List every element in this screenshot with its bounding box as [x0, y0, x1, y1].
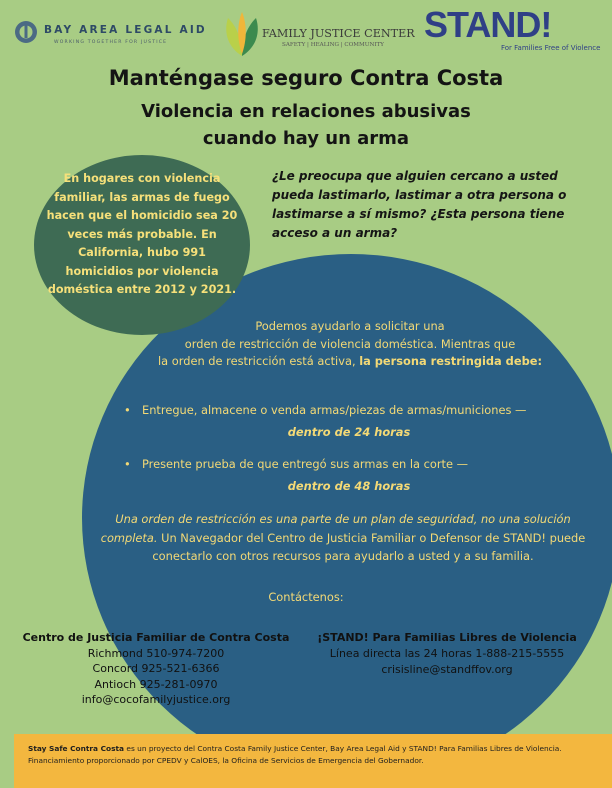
- concern-question: ¿Le preocupa que alguien cercano a usted pueda lastimarlo, lastimar a otra persona o lastimarse a sí mismo? ¿Esta persona tiene acceso a un arma?: [272, 169, 567, 240]
- fjc-contact-heading: Centro de Justicia Familiar de Contra Costa: [22, 631, 290, 644]
- page-title: Manténgase seguro Contra Costa: [108, 66, 504, 90]
- requirement-deadline: dentro de 48 horas: [287, 478, 411, 493]
- stand-contact-heading: ¡STAND! Para Familias Libres de Violencia: [317, 631, 577, 644]
- fjc-email-link[interactable]: info@cocofamilyjustice.org: [81, 693, 231, 706]
- footer-description: es un proyecto del Contra Costa Family Justice Center, Bay Area Legal Aid y STAND! Para Familias Libres de Violencia. Financiamiento proporcionado por CPEDV y CalOES, la Oficina de Servicios de Emergencia del Gobernador.: [28, 744, 562, 765]
- stand-logo: [424, 4, 606, 60]
- footer-credits: [28, 743, 598, 766]
- requirement-bullet: [124, 402, 574, 441]
- family-justice-center-logo: [222, 10, 418, 58]
- phone-antioch[interactable]: Antioch 925-281-0970: [94, 677, 218, 691]
- intro-line-1: Podemos ayudarlo a solicitar una: [255, 319, 445, 333]
- homicide-statistic: En hogares con violencia familiar, las armas de fuego hacen que el homicidio sea 20 veces más probable. En California, hubo 991 homicidios por violencia doméstica entre 2012 y 2021.: [46, 172, 238, 296]
- intro-line-2: orden de restricción de violencia doméstica. Mientras que: [184, 336, 516, 351]
- fjc-contact-block: [14, 630, 298, 708]
- requirement-text: Entregue, almacene o venda armas/piezas de armas/municiones —: [142, 403, 527, 417]
- contact-heading: Contáctenos:: [268, 590, 344, 604]
- fjc-tagline: SAFETY | HEALING | COMMUNITY: [282, 42, 384, 48]
- bala-tagline: WORKING TOGETHER FOR JUSTICE: [54, 40, 168, 45]
- phone-concord[interactable]: Concord 925-521-6366: [92, 662, 220, 675]
- bala-emblem-icon: [14, 20, 38, 44]
- stand-name: STAND!: [424, 4, 552, 45]
- page-subtitle-line2: cuando hay un arma: [202, 128, 410, 149]
- stand-contact-block: [310, 630, 584, 678]
- safety-plan-rest: Un Navegador del Centro de Justicia Familiar o Defensor de STAND! puede conectarlo con otros recursos para ayudarlo a usted y a su familia.: [152, 530, 586, 563]
- footer-project-name: Stay Safe Contra Costa: [28, 744, 125, 753]
- page-subtitle-line1: Violencia en relaciones abusivas: [141, 101, 471, 122]
- stand-tagline: For Families Free of Violence: [501, 44, 601, 52]
- restraining-order-intro: [100, 318, 600, 371]
- bullet-dot-icon: •: [124, 403, 131, 417]
- intro-bold: la persona restringida debe:: [359, 354, 542, 368]
- requirement-bullet: [124, 456, 574, 495]
- bay-area-legal-aid-logo: [14, 18, 207, 52]
- stand-hotline[interactable]: Línea directa las 24 horas 1-888-215-5555: [329, 647, 565, 660]
- stand-email-link[interactable]: crisisline@standffov.org: [381, 663, 513, 676]
- requirement-deadline: dentro de 24 horas: [287, 424, 411, 439]
- intro-line-3-text: la orden de restricción está activa,: [158, 354, 356, 368]
- leaves-icon: [222, 10, 262, 58]
- footer-band: [14, 734, 612, 788]
- requirement-text: Presente prueba de que entregó sus armas en la corte —: [142, 457, 469, 471]
- bullet-dot-icon: •: [124, 457, 131, 471]
- safety-plan-note: [88, 510, 598, 566]
- intro-line-3: [100, 353, 600, 371]
- fjc-name: FAMILY JUSTICE CENTER: [262, 27, 415, 40]
- phone-richmond[interactable]: Richmond 510-974-7200: [87, 646, 225, 660]
- bala-name: BAY AREA LEGAL AID: [44, 24, 207, 36]
- safety-plan-italic: Una orden de restricción es una parte de un plan de seguridad, no una solución completa.: [100, 512, 571, 545]
